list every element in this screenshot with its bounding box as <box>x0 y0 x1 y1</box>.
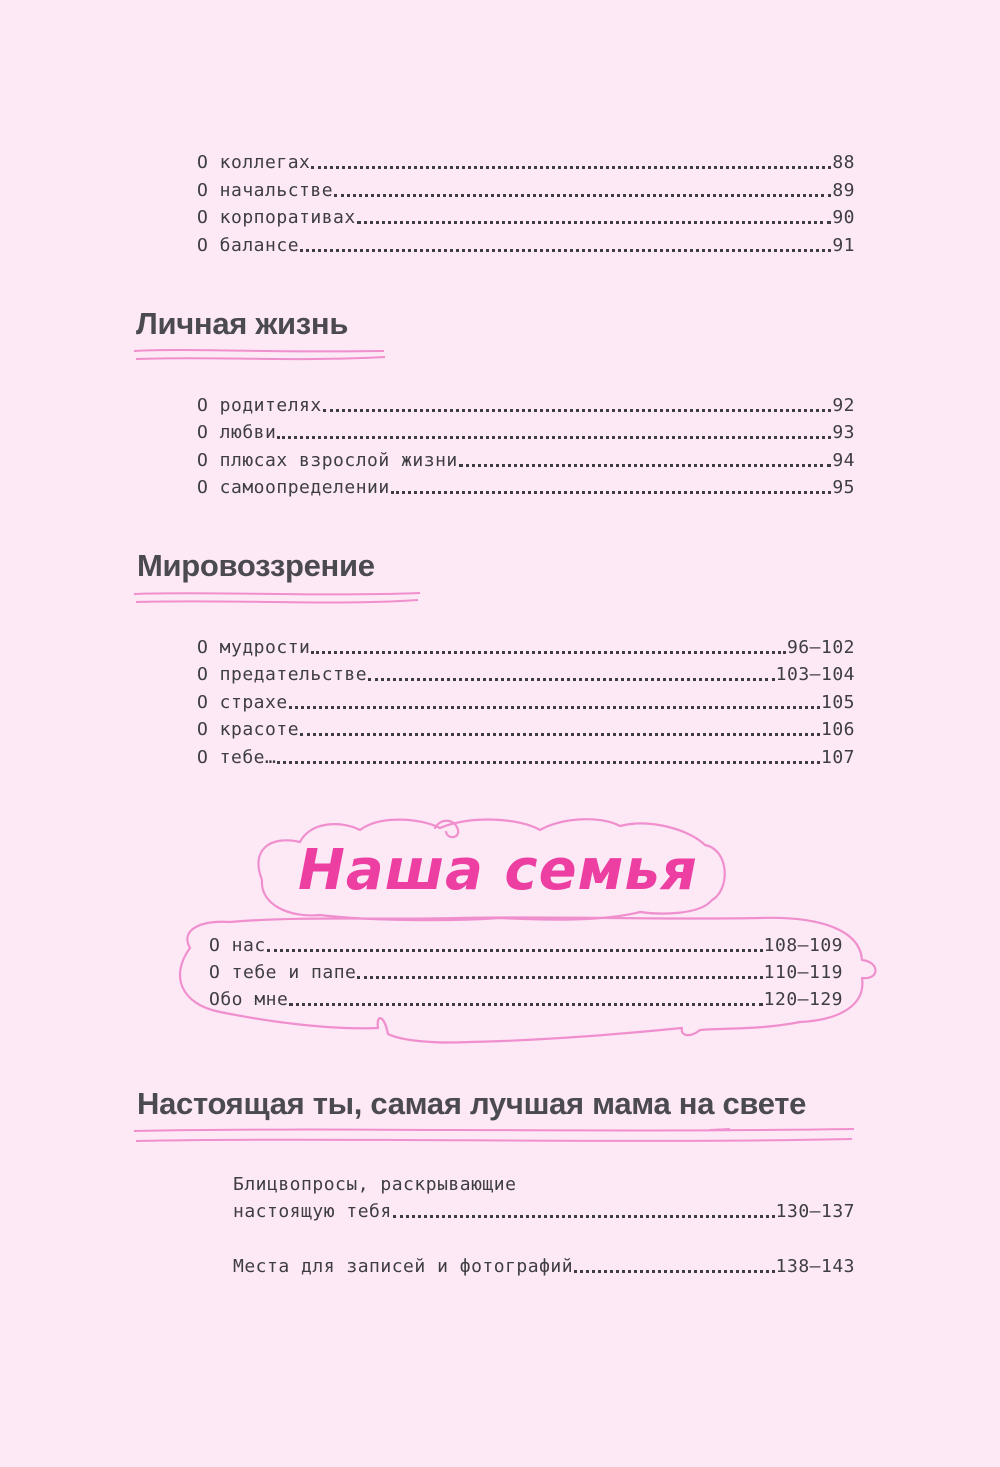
toc-entry-page: 88 <box>832 152 855 173</box>
toc-entry[interactable] <box>233 1198 855 1225</box>
section-title-personal-life: Личная жизнь <box>136 306 349 341</box>
section-title-our-family: Наша семья <box>298 838 698 903</box>
toc-entry-label: О страхе <box>197 692 288 713</box>
toc-entry-label: О коллегах <box>197 152 311 173</box>
dot-leader <box>267 949 763 952</box>
toc-entry-label: О предательстве <box>197 664 368 685</box>
toc-entry-page: 105 <box>820 692 855 713</box>
toc-entry-label: О балансе <box>197 235 300 256</box>
dot-leader <box>393 1215 775 1218</box>
toc-entry[interactable] <box>209 932 843 959</box>
toc-entry-page: 110–119 <box>763 962 843 983</box>
toc-entry-label: О нас <box>209 935 266 956</box>
toc-entry-label: О тебе… <box>197 747 277 768</box>
toc-entry-label: О родителях <box>197 395 322 416</box>
toc-entry-label: настоящую тебя <box>233 1201 392 1222</box>
toc-entry-label: О тебе и папе <box>209 962 357 983</box>
section-underline <box>130 1124 860 1150</box>
toc-entry-label: О начальстве <box>197 180 334 201</box>
toc-entry-page: 95 <box>832 477 855 498</box>
toc-entry-page: 138–143 <box>775 1256 855 1277</box>
toc-entry[interactable] <box>233 1253 855 1280</box>
dot-leader <box>574 1270 775 1273</box>
toc-entry[interactable] <box>209 986 843 1013</box>
toc-entry-label: О самоопределении <box>197 477 390 498</box>
toc-entry-page: 93 <box>832 422 855 443</box>
toc-entry-label: О мудрости <box>197 637 311 658</box>
toc-entry-page: 108–109 <box>763 935 843 956</box>
toc-entry-label: О корпоративах <box>197 207 356 228</box>
toc-entry-page: 94 <box>832 450 855 471</box>
toc-entry-page: 90 <box>832 207 855 228</box>
toc-entry-label: О любви <box>197 422 277 443</box>
toc-entry[interactable] <box>209 959 843 986</box>
toc-entry-page: 107 <box>820 747 855 768</box>
toc-entry-label: О плюсах взрослой жизни <box>197 450 458 471</box>
toc-entry-page: 103–104 <box>775 664 855 685</box>
toc-entry-label: О красоте <box>197 719 300 740</box>
toc-entry-page: 96–102 <box>786 637 855 658</box>
toc-entry-page: 106 <box>820 719 855 740</box>
toc-entry-page: 130–137 <box>775 1201 855 1222</box>
dot-leader <box>357 976 762 979</box>
section-title-real-you: Настоящая ты, самая лучшая мама на свете <box>137 1086 807 1121</box>
dot-leader <box>289 1003 762 1006</box>
section-title-worldview: Мировоззрение <box>137 548 375 583</box>
toc-entry-page: 89 <box>832 180 855 201</box>
toc-entry-page: 120–129 <box>763 989 843 1010</box>
toc-entry-page: 92 <box>832 395 855 416</box>
toc-entry-page: 91 <box>832 235 855 256</box>
toc-entry-label: Обо мне <box>209 989 289 1010</box>
toc-entry-label: Места для записей и фотографий <box>233 1256 574 1277</box>
blitz-title-line: Блицвопросы, раскрывающие <box>233 1174 517 1195</box>
